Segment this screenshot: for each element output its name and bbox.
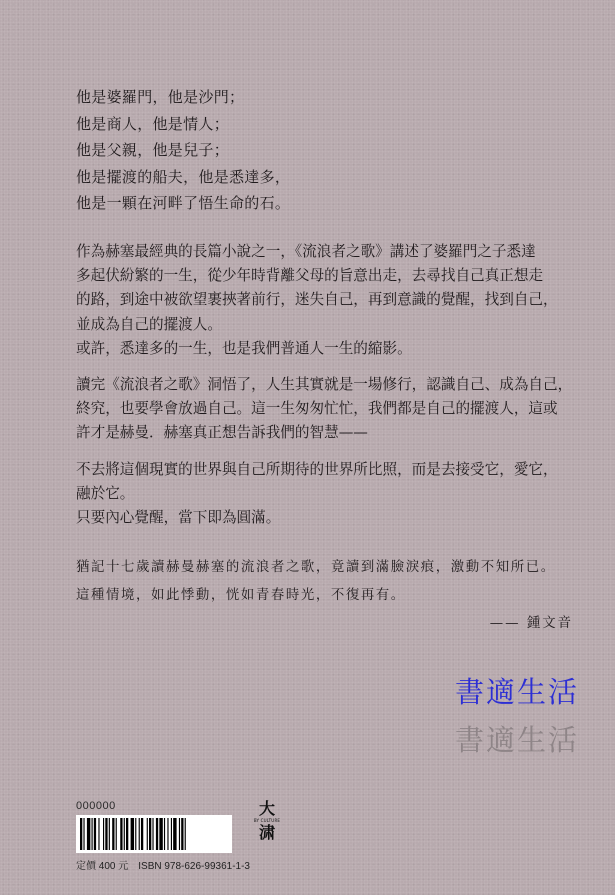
blurb-line: 的路，到途中被欲望裹挾著前行，迷失自己，再到意識的覺醒，找到自己，	[76, 291, 558, 309]
barcode-bar	[141, 818, 143, 850]
barcode-bar	[167, 818, 168, 850]
barcode-bar	[116, 818, 117, 850]
blurb-line: 讀完《流浪者之歌》洞悟了，人生其實就是一場修行，認識自己、成為自己，	[76, 376, 573, 394]
publisher-logo-subtitle: BY CULTURE	[253, 818, 281, 823]
poem-line: 他是父親，他是兒子；	[76, 141, 230, 159]
barcode-bar	[152, 818, 153, 850]
series-name-gray: 書適生活	[454, 723, 579, 757]
barcode-bar	[103, 818, 104, 850]
blurb	[76, 240, 591, 542]
barcode-bars-icon	[76, 815, 232, 853]
blurb-line: 或許，悉達多的一生，也是我們普通人一生的縮影。	[76, 339, 412, 357]
barcode-bar	[173, 818, 176, 850]
barcode-top-number: 000000	[76, 800, 116, 812]
endorsement-quote	[76, 554, 591, 638]
barcode-bar	[159, 818, 162, 850]
blurb-line: 不去將這個現實的世界與自己所期待的世界所比照，而是去接受它，愛它，	[76, 460, 558, 478]
barcode-bar	[109, 818, 110, 850]
barcode-bar	[149, 818, 151, 850]
blurb-line: 融於它。	[76, 484, 135, 502]
blurb-paragraph-2	[76, 373, 591, 446]
price-isbn: 定價 400 元 ISBN 978-626-99361-1-3	[76, 861, 250, 872]
quote-line: 猶記十七歲讀赫曼赫塞的流浪者之歌，竟讀到滿臉淚痕，激動不知所已。	[76, 560, 556, 575]
poem	[76, 84, 290, 217]
barcode-bar	[80, 818, 82, 850]
poem-line: 他是商人，他是情人；	[76, 114, 230, 133]
barcode-bar	[181, 818, 183, 850]
barcode-bar	[139, 818, 140, 850]
barcode-bar	[112, 818, 114, 850]
barcode-bar	[98, 818, 99, 850]
barcode-bar	[87, 818, 90, 850]
blurb-line: 作為赫塞最經典的長篇小說之一，《流浪者之歌》講述了婆羅門之子悉達	[76, 243, 536, 260]
barcode-bar	[126, 818, 128, 850]
blurb-line: 只要內心覺醒，當下即為圓滿。	[76, 509, 281, 527]
blurb-paragraph-3	[76, 458, 591, 531]
blurb-line: 終究，也要學會放過自己。這一生匆匆忙忙，我們都是自己的擺渡人，這或	[76, 400, 558, 418]
barcode-bar	[120, 818, 122, 850]
barcode-bar	[135, 818, 136, 850]
barcode-bar	[179, 818, 180, 850]
poem-line: 他是一顆在河畔了悟生命的石。	[76, 194, 291, 212]
blurb-line: 並成為自己的擺渡人。	[76, 315, 222, 333]
barcode-bar	[92, 818, 93, 850]
barcode	[76, 815, 232, 853]
poem-line: 他是婆羅門，他是沙門；	[76, 88, 245, 106]
series-name-blue: 書適生活	[454, 675, 579, 709]
publisher-logo-char-top: 大	[258, 799, 275, 818]
publisher-logo	[252, 800, 282, 842]
barcode-bar	[164, 818, 165, 850]
barcode-bar	[171, 818, 172, 850]
barcode-bar	[105, 818, 107, 850]
barcode-bar	[124, 818, 125, 850]
publisher-logo-char-bottom: 㴋	[258, 823, 275, 842]
poem-line: 他是擺渡的船夫，他是悉達多，	[76, 167, 291, 186]
barcode-bar	[131, 818, 134, 850]
barcode-bar	[83, 818, 84, 850]
quote-line: 這種情境，如此悸動，恍如青春時光，不復再有。	[76, 588, 406, 603]
blurb-line: 許才是赫曼．赫塞真正想告訴我們的智慧——	[76, 424, 368, 442]
blurb-paragraph-1	[76, 240, 591, 361]
barcode-bar	[94, 818, 96, 850]
barcode-bar	[185, 818, 186, 850]
quote-signature: —— 鍾文音	[489, 616, 573, 631]
barcode-bar	[156, 818, 158, 850]
blurb-line: 多起伏紛繁的一生，從少年時背離父母的旨意出走，去尋找自己真正想走	[76, 267, 544, 285]
barcode-bar	[147, 818, 148, 850]
